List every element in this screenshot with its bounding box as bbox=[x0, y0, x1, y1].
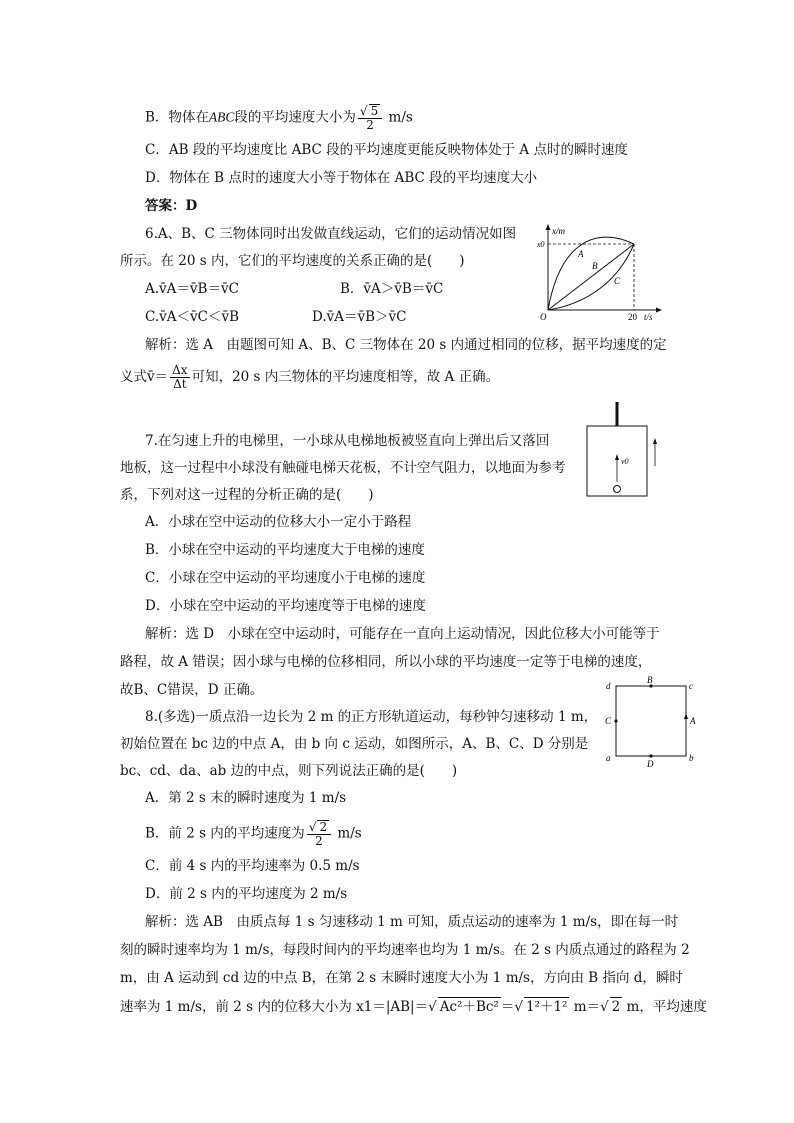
graph-origin-label: O bbox=[540, 312, 547, 322]
q6-solution-line2: 义式v̄＝ $\frac{\Delta x}{\Delta t}$ 可知，20 s 内三物体的平均速度相等，故 A 正确。 bbox=[120, 363, 500, 391]
midpoint-c-label: C bbox=[605, 716, 612, 726]
q7-option-d: D．小球在空中运动的平均速度等于电梯的速度 bbox=[145, 598, 426, 614]
corner-b-label: b bbox=[689, 753, 694, 763]
midpoint-a-label: A bbox=[690, 716, 696, 726]
graph-x0-label: x0 bbox=[537, 240, 545, 249]
q8-option-c: C．前 4 s 内的平均速率为 0.5 m/s bbox=[145, 858, 360, 874]
corner-d-label: d bbox=[606, 681, 611, 691]
q8-solution-line4: 速率为 1 m/s，前 2 s 内的位移大小为 x1＝|AB|＝√ Ac²＋Bc² ＝√ 1²＋1² m＝√ 2 m，平均速度 bbox=[120, 999, 707, 1015]
graph-curve-c-label: C bbox=[614, 276, 621, 286]
q6-xt-graph bbox=[536, 222, 666, 324]
graph-x-label: t/s bbox=[644, 312, 653, 322]
q6-stem-line1: 6.A、B、C 三物体同时出发做直线运动，它们的运动情况如图 bbox=[145, 226, 517, 242]
midpoint-d-label: D bbox=[647, 759, 654, 769]
q7-option-b: B．小球在空中运动的平均速度大于电梯的速度 bbox=[145, 542, 425, 558]
q5-answer: 答案：D bbox=[145, 198, 198, 214]
q8-square-track-figure bbox=[600, 674, 700, 770]
q8-stem-line2: 初始位置在 bc 边的中点 A，由 b 向 c 运动，如图所示，A、B、C、D 分别是 bbox=[120, 736, 589, 752]
q8-solution-line3: m，由 A 运动到 cd 边的中点 B，在第 2 s 末瞬时速度大小为 1 m/s，方向由 B 指向 d，瞬时 bbox=[120, 970, 683, 986]
q7-solution-line3: 故B、C错误，D 正确。 bbox=[120, 682, 264, 698]
q7-solution-line2: 路程，故 A 错误；因小球与电梯的位移相同，所以小球的平均速度一定等于电梯的速度， bbox=[120, 654, 652, 670]
fraction-dx-over-dt: $\frac{\Delta x}{\Delta t}$ bbox=[172, 363, 188, 391]
q7-stem-line3: 系，下列对这一过程的分析正确的是( ) bbox=[120, 487, 374, 503]
q6-stem-line2: 所示。在 20 s 内，它们的平均速度的关系正确的是( ) bbox=[120, 253, 465, 269]
q8-solution-line2: 刻的瞬时速率均为 1 m/s，每段时间内的平均速率也均为 1 m/s。在 2 s 内质点通过的路程为 2 bbox=[120, 942, 690, 958]
q7-option-c: C．小球在空中运动的平均速度小于电梯的速度 bbox=[145, 570, 426, 586]
q6-option-c: C.v̄A＜v̄C＜v̄B bbox=[145, 309, 240, 325]
initial-velocity-label: v0 bbox=[621, 457, 629, 466]
q8-stem-line1: 8.(多选)一质点沿一边长为 2 m 的正方形轨道运动，每秒钟匀速移动 1 m， bbox=[145, 709, 598, 725]
graph-y-label: x/m bbox=[552, 226, 565, 236]
q7-elevator-figure bbox=[585, 402, 665, 498]
q7-solution-line1: 解析：选 D 小球在空中运动时，可能存在一直向上运动情况，因此位移大小可能等于 bbox=[145, 626, 660, 642]
fraction-sqrt5-over-2: $\frac{√ 5}{2}$ bbox=[358, 104, 382, 132]
midpoint-b-label: B bbox=[647, 675, 653, 685]
q8-option-b: B．前 2 s 内的平均速度为 $\frac{√ 2}{2}$ m/s bbox=[145, 820, 362, 848]
graph-x-end-label: 20 bbox=[628, 312, 637, 322]
q6-option-d: D.v̄A＝v̄B＞v̄C bbox=[312, 309, 407, 325]
fraction-sqrt2-over-2: $\frac{√ 2}{2}$ bbox=[307, 820, 331, 848]
graph-curve-a-label: A bbox=[578, 249, 584, 259]
q8-solution-line1: 解析：选 AB 由质点每 1 s 匀速移动 1 m 可知，质点运动的速率为 1 m/s，即在每一时 bbox=[145, 914, 679, 930]
q8-option-d: D．前 2 s 内的平均速度为 2 m/s bbox=[145, 886, 348, 902]
q5-option-c: C．AB 段的平均速度比 ABC 段的平均速度更能反映物体处于 A 点时的瞬时速度 bbox=[145, 142, 628, 158]
corner-c-label: c bbox=[689, 681, 693, 691]
q6-solution-line1: 解析：选 A 由题图可知 A、B、C 三物体在 20 s 内通过相同的位移，据平均速度的定 bbox=[145, 337, 667, 353]
q8-option-a: A．第 2 s 末的瞬时速度为 1 m/s bbox=[145, 790, 347, 806]
q5-option-d: D．物体在 B 点时的速度大小等于物体在 ABC 段的平均速度大小 bbox=[145, 170, 538, 186]
q6-option-b: B．v̄A＞v̄B＝v̄C bbox=[340, 281, 444, 297]
q7-option-a: A．小球在空中运动的位移大小一定小于路程 bbox=[145, 514, 412, 530]
q5-option-b: B．物体在ABC段的平均速度大小为 $\frac{√ 5}{2}$ m/s bbox=[145, 104, 413, 132]
corner-a-label: a bbox=[606, 753, 611, 763]
q7-stem-line2: 地板，这一过程中小球没有触碰电梯天花板，不计空气阻力，以地面为参考 bbox=[120, 460, 566, 476]
graph-curve-b-label: B bbox=[592, 261, 598, 271]
q8-stem-line3: bc、cd、da、ab 边的中点，则下列说法正确的是( ) bbox=[120, 763, 458, 779]
q7-stem-line1: 7.在匀速上升的电梯里，一小球从电梯地板被竖直向上弹出后又落回 bbox=[145, 433, 550, 449]
q6-option-a: A.v̄A＝v̄B＝v̄C bbox=[145, 281, 239, 297]
